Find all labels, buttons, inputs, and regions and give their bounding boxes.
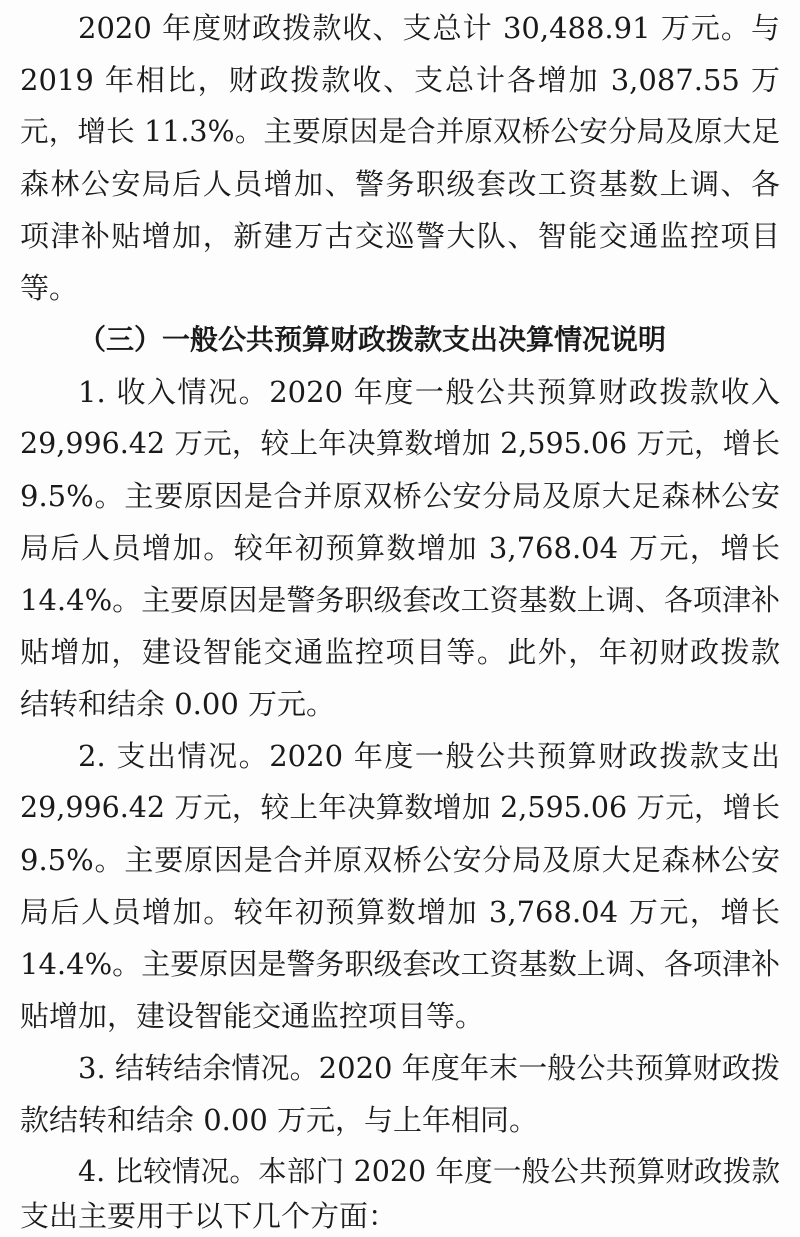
text-line: 9.5%。主要原因是合并原双桥公安分局及原大足森林公安 [20,843,780,877]
section-heading: （三）一般公共预算财政拨款支出决算情况说明 [78,323,667,356]
text-line: 2019 年相比，财政拨款收、支总计各增加 3,087.55 万 [20,63,780,97]
text-line: 2. 支出情况。2020 年度一般公共预算财政拨款支出 [78,739,780,773]
text-line: 元，增长 11.3%。主要原因是合并原双桥公安分局及原大足 [20,115,780,148]
text-line: 支出主要用于以下几个方面： [20,1199,398,1233]
text-line: 结转和结余 0.00 万元。 [20,687,336,721]
text-line: 局后人员增加。较年初预算数增加 3,768.04 万元，增长 [20,895,780,929]
text-line: 1. 收入情况。2020 年度一般公共预算财政拨款收入 [78,375,780,409]
text-line: 4. 比较情况。本部门 2020 年度一般公共预算财政拨款 [78,1155,780,1188]
text-line: 贴增加，建设智能交通监控项目等。 [20,999,485,1033]
text-line: 贴增加，建设智能交通监控项目等。此外，年初财政拨款 [20,635,780,669]
text-line: 2020 年度财政拨款收、支总计 30,488.91 万元。与 [78,11,780,45]
text-line: 等。 [20,271,79,305]
text-line: 项津补贴增加，新建万古交巡警大队、智能交通监控项目 [20,219,780,253]
text-line: 局后人员增加。较年初预算数增加 3,768.04 万元，增长 [20,531,780,565]
text-line: 3. 结转结余情况。2020 年度年末一般公共预算财政拨 [78,1051,780,1085]
text-line: 29,996.42 万元，较上年决算数增加 2,595.06 万元，增长 [20,791,780,824]
text-line: 9.5%。主要原因是合并原双桥公安分局及原大足森林公安 [20,479,780,513]
text-line: 款结转和结余 0.00 万元，与上年相同。 [20,1103,539,1137]
text-line: 14.4%。主要原因是警务职级套改工资基数上调、各项津补 [20,583,780,617]
text-line: 29,996.42 万元，较上年决算数增加 2,595.06 万元，增长 [20,427,780,460]
text-line: 森林公安局后人员增加、警务职级套改工资基数上调、各 [20,167,780,201]
text-line: 14.4%。主要原因是警务职级套改工资基数上调、各项津补 [20,947,780,981]
